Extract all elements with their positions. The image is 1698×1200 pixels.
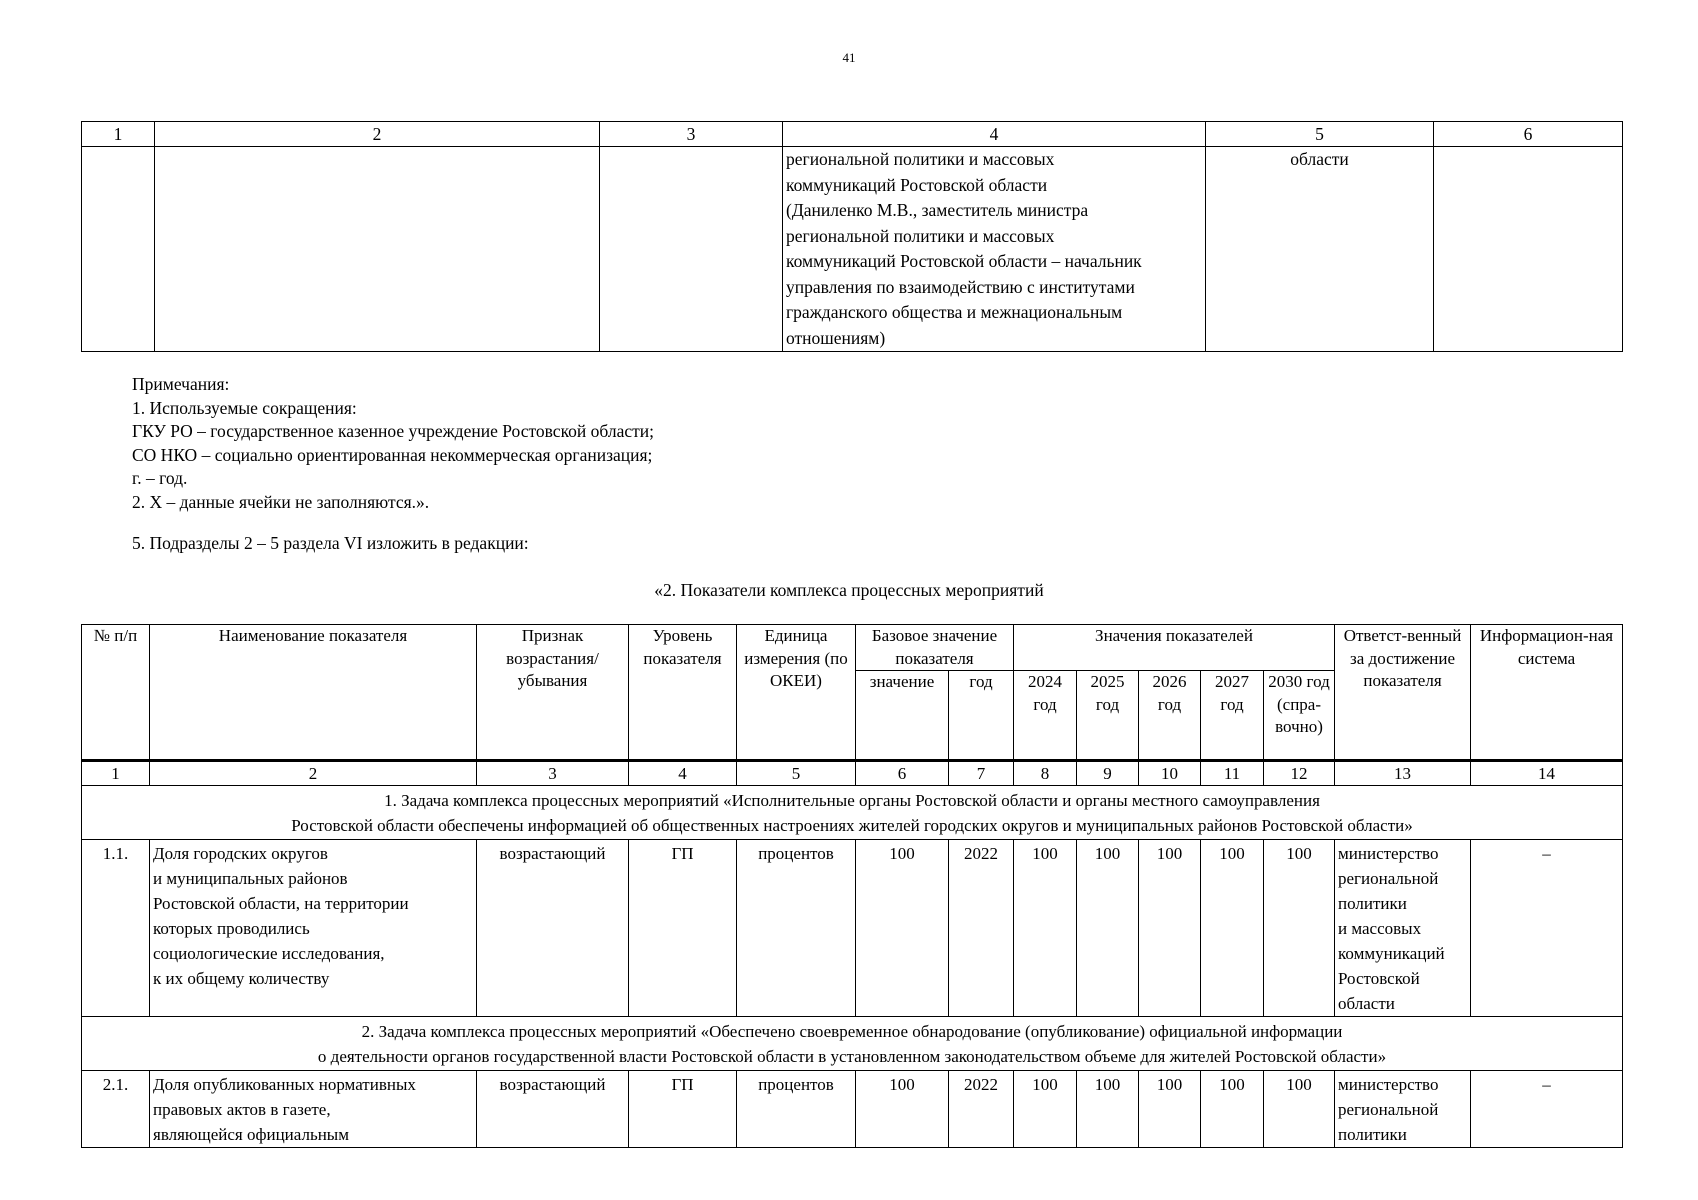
cell-empty — [1434, 147, 1623, 352]
value-2030: 100 — [1264, 1071, 1335, 1148]
header-base: Базовое значение показателя — [856, 625, 1014, 671]
value-2027: 100 — [1201, 1071, 1264, 1148]
cell-empty — [155, 147, 600, 352]
indicator-level: ГП — [629, 840, 737, 1017]
value-2024: 100 — [1014, 1071, 1077, 1148]
column-number: 1 — [82, 761, 150, 786]
note-line: ГКУ РО – государственное казенное учреждение Ростовской области; — [132, 421, 655, 441]
column-number: 14 — [1471, 761, 1623, 786]
header-year-2027: 2027 год — [1201, 671, 1264, 761]
indicator-unit: процентов — [737, 1071, 856, 1148]
header-sign: Признак возрастания/ убывания — [477, 625, 629, 761]
cell-empty — [82, 147, 155, 352]
column-number: 3 — [477, 761, 629, 786]
header-info-system: Информацион-ная система — [1471, 625, 1623, 761]
note-line: 1. Используемые сокращения: — [132, 397, 357, 418]
section-title: «2. Показатели комплекса процессных мероприятий — [654, 580, 1044, 600]
task-2-heading: 2. Задача комплекса процессных мероприятий «Обеспечено своевременное обнародование (опубликование) официальной информации о деятельности органов государственной власти Ростовской области в установленном законодательством объеме для жителей Ростовской области» — [82, 1017, 1623, 1071]
indicators-table — [81, 624, 1623, 1148]
column-number: 5 — [737, 761, 856, 786]
info-system: – — [1471, 840, 1623, 1017]
header-cell: 5 — [1206, 122, 1434, 147]
notes-title: Примечания: — [132, 374, 230, 394]
value-2030: 100 — [1264, 840, 1335, 1017]
header-cell: 1 — [82, 122, 155, 147]
header-year-2026: 2026 год — [1139, 671, 1201, 761]
header-level: Уровень показателя — [629, 625, 737, 761]
row-number: 2.1. — [82, 1071, 150, 1148]
task-row — [82, 1017, 1623, 1071]
column-number: 2 — [150, 761, 477, 786]
value-2026: 100 — [1139, 840, 1201, 1017]
base-value: 100 — [856, 1071, 949, 1148]
indicator-name: Доля опубликованных нормативных правовых актов в газете, являющейся официальным — [150, 1071, 477, 1148]
value-2026: 100 — [1139, 1071, 1201, 1148]
header-year-2024: 2024 год — [1014, 671, 1077, 761]
continuation-table — [81, 121, 1623, 352]
header-name: Наименование показателя — [150, 625, 477, 761]
header-base-year: год — [949, 671, 1014, 761]
value-2025: 100 — [1077, 840, 1139, 1017]
responsible-person-cell: региональной политики и массовых коммуникаций Ростовской области (Даниленко М.В., заместитель министра региональной политики и массовых коммуникаций Ростовской области – начальник управления по взаимодействию с институтами гражданского общества и межнациональным отношениям) — [783, 147, 1206, 352]
header-cell: 4 — [783, 122, 1206, 147]
column-number: 8 — [1014, 761, 1077, 786]
header-cell: 6 — [1434, 122, 1623, 147]
value-2027: 100 — [1201, 840, 1264, 1017]
base-value: 100 — [856, 840, 949, 1017]
column-number: 12 — [1264, 761, 1335, 786]
column-number: 4 — [629, 761, 737, 786]
column-number: 9 — [1077, 761, 1139, 786]
amendment-paragraph: 5. Подразделы 2 – 5 раздела VI изложить в редакции: — [132, 533, 529, 553]
column-number: 10 — [1139, 761, 1201, 786]
info-system: – — [1471, 1071, 1623, 1148]
table-row — [82, 147, 1623, 352]
responsible-agency: министерство региональной политики и массовых коммуникаций Ростовской области — [1335, 840, 1471, 1017]
header-values: Значения показателей — [1014, 625, 1335, 671]
column-number: 11 — [1201, 761, 1264, 786]
indicator-name: Доля городских округов и муниципальных районов Ростовской области, на территории которых проводились социологические исследования, к их общему количеству — [150, 840, 477, 1017]
header-cell: 2 — [155, 122, 600, 147]
note-line: г. – год. — [132, 468, 188, 488]
header-responsible: Ответст-венный за достижение показателя — [1335, 625, 1471, 761]
value-2025: 100 — [1077, 1071, 1139, 1148]
indicator-sign: возрастающий — [477, 840, 629, 1017]
header-cell: 3 — [600, 122, 783, 147]
base-year: 2022 — [949, 840, 1014, 1017]
cell-empty — [600, 147, 783, 352]
column-number: 7 — [949, 761, 1014, 786]
task-1-heading: 1. Задача комплекса процессных мероприятий «Исполнительные органы Ростовской области и органы местного самоуправления Ростовской области обеспечены информацией об общественных настроениях жителей городских округов и муниципальных районов Ростовской области» — [82, 786, 1623, 840]
row-number: 1.1. — [82, 840, 150, 1017]
continuation-table-header-row — [82, 122, 1623, 147]
header-row — [82, 625, 1623, 671]
base-year: 2022 — [949, 1071, 1014, 1148]
header-year-2030: 2030 год (спра-вочно) — [1264, 671, 1335, 761]
task-row — [82, 786, 1623, 840]
column-number: 6 — [856, 761, 949, 786]
header-year-2025: 2025 год — [1077, 671, 1139, 761]
value-2024: 100 — [1014, 840, 1077, 1017]
note-line: СО НКО – социально ориентированная некоммерческая организация; — [132, 444, 653, 465]
region-cell: области — [1206, 147, 1434, 352]
column-number: 13 — [1335, 761, 1471, 786]
responsible-agency: министерство региональной политики — [1335, 1071, 1471, 1148]
page-number: 41 — [842, 50, 856, 65]
indicator-sign: возрастающий — [477, 1071, 629, 1148]
header-unit: Единица измерения (по ОКЕИ) — [737, 625, 856, 761]
indicator-level: ГП — [629, 1071, 737, 1148]
column-numbers-row — [82, 761, 1623, 786]
indicator-unit: процентов — [737, 840, 856, 1017]
table-row — [82, 1071, 1623, 1148]
header-base-value: значение — [856, 671, 949, 761]
note-line: 2. Х – данные ячейки не заполняются.». — [132, 491, 430, 512]
notes-block — [132, 373, 654, 514]
table-row — [82, 840, 1623, 1017]
header-num: № п/п — [82, 625, 150, 761]
